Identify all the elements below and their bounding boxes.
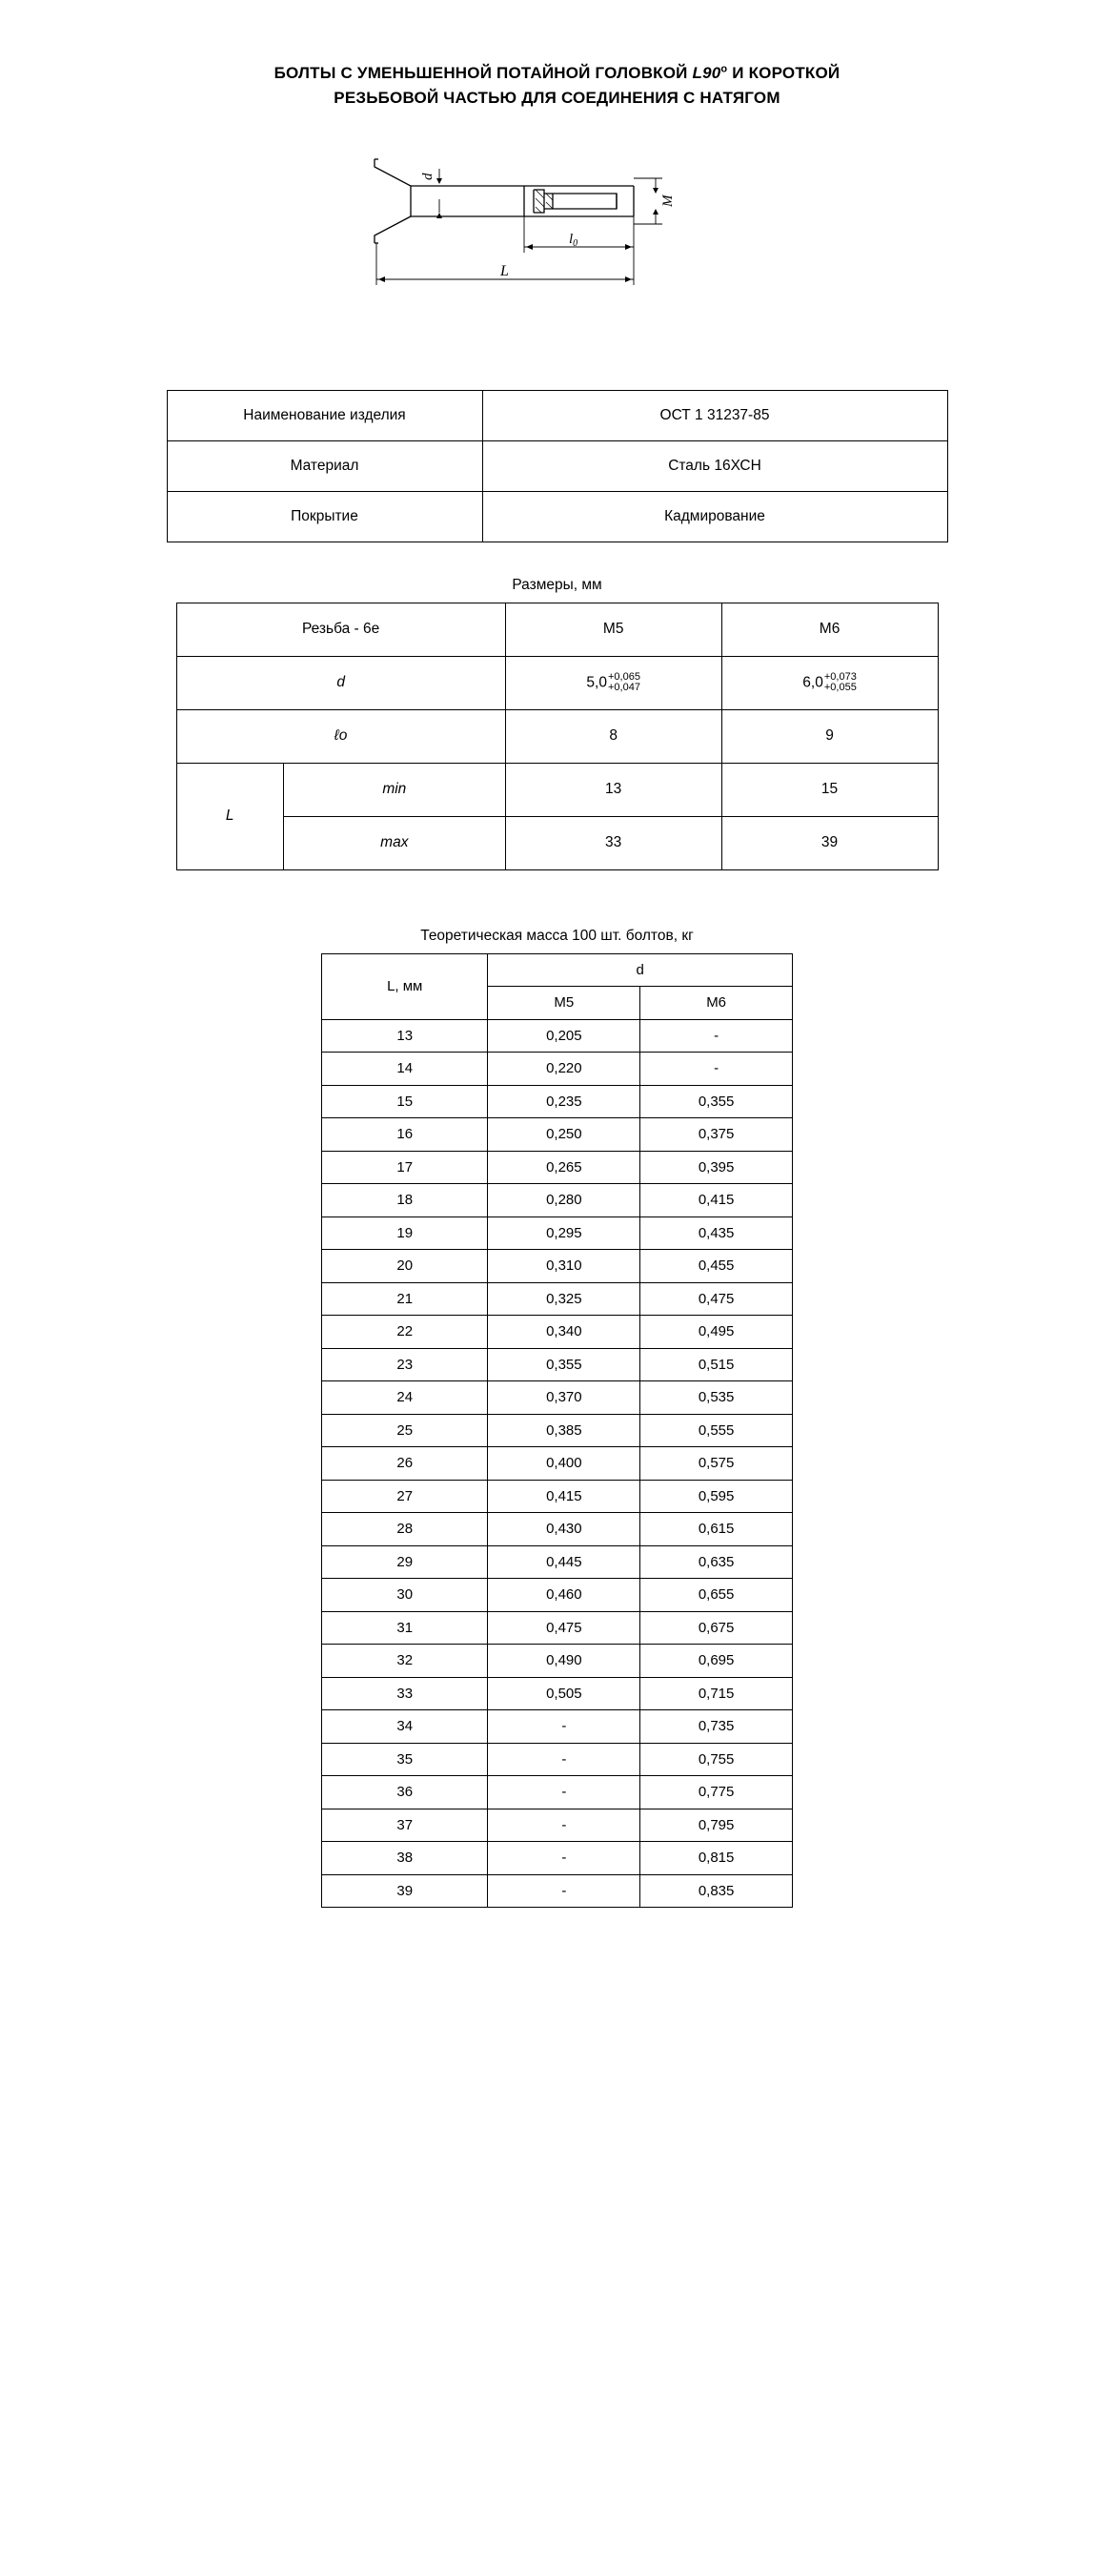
table-row <box>322 1710 793 1744</box>
page-title <box>157 61 958 112</box>
dims-d-m5-upper: +0,065 <box>607 670 640 683</box>
table-row <box>322 1151 793 1184</box>
mass-cell-length: 26 <box>322 1447 488 1481</box>
mass-cell-m5: - <box>488 1710 640 1744</box>
mass-cell-m5: - <box>488 1842 640 1875</box>
mass-cell-m5: 0,370 <box>488 1381 640 1415</box>
table-row <box>322 1348 793 1381</box>
dims-L-label: L <box>176 763 283 869</box>
table-row <box>322 1776 793 1809</box>
mass-header-d: d <box>488 953 793 987</box>
mass-cell-length: 17 <box>322 1151 488 1184</box>
dims-thread-label: Резьба - 6е <box>176 603 505 656</box>
mass-cell-m6: 0,575 <box>640 1447 793 1481</box>
table-row <box>167 491 947 542</box>
dims-d-m5-base: 5,0 <box>586 674 607 691</box>
mass-cell-length: 39 <box>322 1874 488 1908</box>
mass-table <box>321 953 793 1909</box>
mass-cell-m5: - <box>488 1874 640 1908</box>
table-row <box>322 1480 793 1513</box>
dim-label-M: M <box>659 194 676 207</box>
mass-cell-m5: 0,250 <box>488 1118 640 1152</box>
dims-max-m5: 33 <box>505 816 721 869</box>
dims-l0-m6: 9 <box>721 709 938 763</box>
dimensions-caption: Размеры, мм <box>512 576 602 593</box>
mass-cell-m5: 0,400 <box>488 1447 640 1481</box>
mass-cell-m5: 0,310 <box>488 1250 640 1283</box>
dims-min-label: min <box>283 763 505 816</box>
mass-cell-m6: 0,535 <box>640 1381 793 1415</box>
mass-cell-length: 28 <box>322 1513 488 1546</box>
dims-d-m5 <box>505 656 721 709</box>
table-row <box>322 1545 793 1579</box>
mass-cell-length: 20 <box>322 1250 488 1283</box>
dims-l0-m5: 8 <box>505 709 721 763</box>
mass-cell-m6: 0,815 <box>640 1842 793 1875</box>
dims-max-label: max <box>283 816 505 869</box>
mass-cell-m6: 0,595 <box>640 1480 793 1513</box>
info-value-material: Сталь 16ХСН <box>482 440 947 491</box>
mass-subheader-m5: М5 <box>488 987 640 1020</box>
mass-cell-m5: - <box>488 1809 640 1842</box>
table-row <box>322 1282 793 1316</box>
mass-cell-m6: 0,735 <box>640 1710 793 1744</box>
table-row <box>322 1513 793 1546</box>
dim-label-L: L <box>499 262 509 279</box>
table-row <box>322 1085 793 1118</box>
table-row <box>322 1447 793 1481</box>
mass-cell-length: 19 <box>322 1216 488 1250</box>
mass-cell-length: 30 <box>322 1579 488 1612</box>
title-line-1-sup: о <box>720 63 728 75</box>
mass-cell-length: 15 <box>322 1085 488 1118</box>
mass-cell-m5: 0,385 <box>488 1414 640 1447</box>
table-row <box>322 1250 793 1283</box>
mass-cell-length: 24 <box>322 1381 488 1415</box>
table-row <box>322 1677 793 1710</box>
info-value-coating: Кадмирование <box>482 491 947 542</box>
mass-cell-m6: 0,395 <box>640 1151 793 1184</box>
mass-cell-length: 38 <box>322 1842 488 1875</box>
mass-caption: Теоретическая масса 100 шт. болтов, кг <box>420 927 694 944</box>
mass-cell-length: 37 <box>322 1809 488 1842</box>
mass-cell-m5: 0,265 <box>488 1151 640 1184</box>
mass-cell-m5: 0,280 <box>488 1184 640 1217</box>
dim-label-l0: $l_0$ <box>568 231 577 249</box>
mass-cell-m6: 0,555 <box>640 1414 793 1447</box>
table-row <box>167 390 947 440</box>
mass-cell-m5: - <box>488 1743 640 1776</box>
info-label-coating: Покрытие <box>167 491 482 542</box>
table-row <box>322 1381 793 1415</box>
dims-min-m6: 15 <box>721 763 938 816</box>
dims-min-m5: 13 <box>505 763 721 816</box>
mass-cell-m6: 0,715 <box>640 1677 793 1710</box>
title-line-1-part-a: БОЛТЫ С УМЕНЬШЕННОЙ ПОТАЙНОЙ ГОЛОВКОЙ <box>273 64 693 82</box>
mass-cell-length: 29 <box>322 1545 488 1579</box>
product-info-table <box>167 390 948 542</box>
dims-d-label: d <box>176 656 505 709</box>
title-line-1-part-b: И КОРОТКОЙ <box>727 64 841 82</box>
mass-cell-m5: 0,505 <box>488 1677 640 1710</box>
table-row <box>167 440 947 491</box>
mass-cell-m5: 0,205 <box>488 1019 640 1053</box>
table-row <box>176 816 938 869</box>
dims-max-m6: 39 <box>721 816 938 869</box>
info-value-name: ОСТ 1 31237-85 <box>482 390 947 440</box>
table-row <box>322 1743 793 1776</box>
mass-cell-length: 22 <box>322 1316 488 1349</box>
table-row <box>322 1579 793 1612</box>
table-row <box>322 1053 793 1086</box>
mass-cell-m6: 0,435 <box>640 1216 793 1250</box>
mass-cell-m6: 0,615 <box>640 1513 793 1546</box>
mass-cell-m6: 0,375 <box>640 1118 793 1152</box>
mass-cell-m6: - <box>640 1053 793 1086</box>
mass-header-length: L, мм <box>322 953 488 1019</box>
table-row <box>322 1611 793 1645</box>
table-row <box>176 709 938 763</box>
dims-l0-label: ℓo <box>176 709 505 763</box>
table-row <box>322 1216 793 1250</box>
table-row <box>322 1316 793 1349</box>
table-row <box>322 1842 793 1875</box>
dim-label-d: d <box>419 173 435 180</box>
mass-cell-length: 18 <box>322 1184 488 1217</box>
mass-cell-m6: 0,355 <box>640 1085 793 1118</box>
table-row <box>322 1874 793 1908</box>
mass-cell-m5: 0,220 <box>488 1053 640 1086</box>
dimensions-table <box>176 603 939 870</box>
table-row <box>322 1645 793 1678</box>
mass-cell-length: 35 <box>322 1743 488 1776</box>
mass-cell-m5: 0,295 <box>488 1216 640 1250</box>
mass-cell-length: 16 <box>322 1118 488 1152</box>
info-label-name: Наименование изделия <box>167 390 482 440</box>
mass-subheader-m6: М6 <box>640 987 793 1020</box>
mass-cell-length: 14 <box>322 1053 488 1086</box>
dims-d-m5-lower: +0,047 <box>607 682 640 694</box>
mass-cell-length: 25 <box>322 1414 488 1447</box>
mass-cell-length: 31 <box>322 1611 488 1645</box>
mass-cell-m6: 0,635 <box>640 1545 793 1579</box>
table-row <box>322 1184 793 1217</box>
dims-d-m6-upper: +0,073 <box>823 670 857 683</box>
mass-cell-m6: 0,795 <box>640 1809 793 1842</box>
dims-d-m6-lower: +0,055 <box>823 682 857 694</box>
mass-cell-m6: 0,495 <box>640 1316 793 1349</box>
mass-cell-m6: - <box>640 1019 793 1053</box>
mass-cell-m5: 0,340 <box>488 1316 640 1349</box>
mass-cell-m5: 0,445 <box>488 1545 640 1579</box>
title-line-1-italic: L90 <box>692 64 721 82</box>
mass-cell-m5: 0,490 <box>488 1645 640 1678</box>
table-row <box>322 1809 793 1842</box>
mass-cell-m6: 0,475 <box>640 1282 793 1316</box>
table-row <box>322 1118 793 1152</box>
mass-cell-length: 34 <box>322 1710 488 1744</box>
mass-cell-length: 23 <box>322 1348 488 1381</box>
title-line-2: РЕЗЬБОВОЙ ЧАСТЬЮ ДЛЯ СОЕДИНЕНИЯ С НАТЯГОМ <box>334 89 780 108</box>
mass-cell-m6: 0,675 <box>640 1611 793 1645</box>
mass-cell-m6: 0,655 <box>640 1579 793 1612</box>
dims-d-m6-base: 6,0 <box>802 674 823 691</box>
mass-cell-length: 27 <box>322 1480 488 1513</box>
mass-cell-m5: 0,415 <box>488 1480 640 1513</box>
bolt-drawing-svg <box>357 140 758 331</box>
mass-cell-m6: 0,515 <box>640 1348 793 1381</box>
table-row <box>322 1414 793 1447</box>
dims-col-m6: М6 <box>721 603 938 656</box>
mass-cell-m5: 0,325 <box>488 1282 640 1316</box>
mass-cell-m6: 0,695 <box>640 1645 793 1678</box>
bolt-drawing <box>0 140 1114 331</box>
mass-cell-m5: - <box>488 1776 640 1809</box>
mass-cell-length: 13 <box>322 1019 488 1053</box>
table-row <box>176 656 938 709</box>
mass-cell-length: 32 <box>322 1645 488 1678</box>
table-row <box>322 953 793 987</box>
mass-cell-m5: 0,355 <box>488 1348 640 1381</box>
dims-col-m5: М5 <box>505 603 721 656</box>
info-label-material: Материал <box>167 440 482 491</box>
table-row <box>322 1019 793 1053</box>
mass-cell-m6: 0,835 <box>640 1874 793 1908</box>
mass-cell-length: 36 <box>322 1776 488 1809</box>
dims-d-m6 <box>721 656 938 709</box>
mass-cell-m5: 0,460 <box>488 1579 640 1612</box>
mass-cell-m6: 0,455 <box>640 1250 793 1283</box>
mass-cell-m6: 0,755 <box>640 1743 793 1776</box>
mass-cell-m5: 0,430 <box>488 1513 640 1546</box>
mass-cell-m6: 0,775 <box>640 1776 793 1809</box>
table-row <box>176 763 938 816</box>
mass-cell-length: 33 <box>322 1677 488 1710</box>
mass-cell-length: 21 <box>322 1282 488 1316</box>
mass-cell-m5: 0,475 <box>488 1611 640 1645</box>
mass-cell-m5: 0,235 <box>488 1085 640 1118</box>
mass-cell-m6: 0,415 <box>640 1184 793 1217</box>
table-row <box>176 603 938 656</box>
